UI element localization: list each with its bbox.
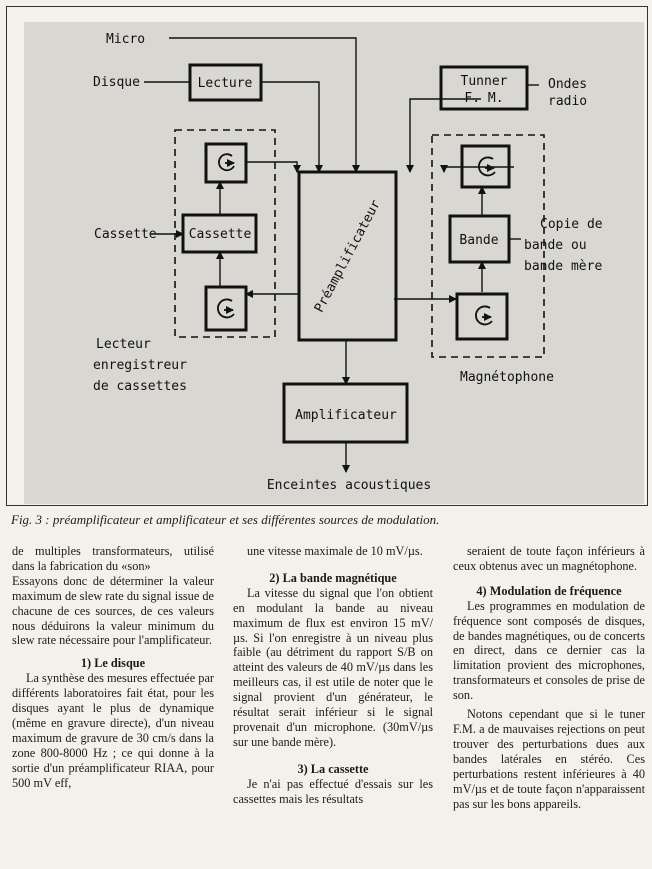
amplificateur-label: Amplificateur	[295, 408, 397, 423]
record-head-icon	[218, 299, 234, 317]
figure-caption-text: préamplificateur et amplificateur et ses différentes sources de modulation.	[52, 512, 440, 527]
copie-label-2: bande ou	[524, 238, 587, 253]
article-column-3	[453, 544, 645, 811]
figure-frame	[6, 6, 648, 506]
ondes-label-2: radio	[548, 94, 588, 109]
tuner-label-1: Tunner	[460, 74, 508, 89]
paragraph: de multiples transformateurs, utilisé dans la fabrication du «son»	[12, 544, 214, 573]
micro-label: Micro	[106, 32, 146, 47]
enceintes-label: Enceintes acoustiques	[266, 478, 432, 493]
section-heading: 3) La cassette	[297, 761, 369, 776]
paragraph: une vitesse maximale de 10 mV/µs.	[247, 544, 423, 558]
paragraph: seraient de toute façon inférieurs à ceux obtenus avec un magnétophone.	[453, 544, 645, 573]
copie-label-3: bande mère	[524, 259, 603, 274]
section-heading: 2) La bande magnétique	[269, 570, 397, 585]
block-diagram	[24, 22, 644, 504]
copie-label-1: Copie de	[540, 217, 603, 232]
tuner-label-2: F. M.	[464, 91, 504, 106]
paragraph: Les programmes en modulation de fréquence sont composés de disques, de bandes magnétiques, ou de concerts en direct, dans ce dernier cas la limitation provient des microphones, transformateurs et consoles de prise de son.	[453, 598, 645, 703]
section-heading: 4) Modulation de fréquence	[476, 583, 622, 598]
lecteur-label-1: Lecteur	[96, 337, 151, 352]
ondes-label-1: Ondes	[548, 77, 588, 92]
figure-caption-label: Fig. 3 :	[11, 512, 50, 527]
record-head-icon	[476, 306, 492, 324]
bande-box-label: Bande	[459, 233, 499, 248]
cassette-input-label: Cassette	[94, 227, 157, 242]
paragraph: Je n'ai pas effectué d'essais sur les cassettes mais les résultats	[233, 776, 433, 806]
cassette-monitor-line	[246, 162, 297, 172]
section-heading: 1) Le disque	[80, 656, 146, 671]
paragraph: Notons cependant que si le tuner F.M. a de mauvaises rejections on peut trouver des perturbations dues aux bandes latérales en stéréo. Ces perturbations restent inférieures à 40 mV/µs et de toute façon n'apparaissent pas sur les bons appareils.	[453, 707, 645, 811]
micro-line	[169, 38, 356, 172]
figure-caption	[11, 512, 641, 528]
diagram-svg	[24, 22, 644, 504]
playback-head-icon	[219, 154, 234, 170]
paragraph: La vitesse du signal que l'on obtient en modulant la bande au niveau maximum de flux est environ 15 mV/µs. Si l'on enregistre à un niveau plus faible (au détriment du rapport S/B on atteint des valeurs de 40 mV/µs dans les meilleurs cas, il est utile de noter que le signal provient d'un générateur, le résultat serait inférieur si le signal provenait d'un microphone. (30mV/µs sur une bande mère).	[233, 585, 433, 749]
preamp-label: Préamplificateur	[311, 197, 384, 316]
cassette-record-box	[206, 287, 246, 330]
lecteur-label-2: enregistreur	[93, 358, 187, 373]
disque-label: Disque	[93, 75, 140, 90]
lecture-label: Lecture	[197, 76, 253, 91]
lecteur-label-3: de cassettes	[93, 379, 187, 394]
lecture-line	[261, 82, 319, 172]
cassette-box-label: Cassette	[188, 227, 252, 242]
article-column-1	[12, 544, 214, 791]
magnetophone-label: Magnétophone	[460, 370, 554, 385]
paragraph: Essayons donc de déterminer la valeur maximum de slew rate du signal issue de chacune de ces sources, de ces valeurs nous déduirons la valeur minimum du slew rate nécessaire pour l'amplificateur.	[12, 573, 214, 648]
paragraph: La synthèse des mesures effectuée par différents laboratoires fait état, pour les disques ayant le plus de dynamique (même en gravure directe), d'un niveau maximum de gravure de 30 cm/s dans la zone 800-8000 Hz ; ce qui donne à la sortie d'un préamplificateur RIAA, pour 500 mV eff,	[12, 671, 214, 790]
article-column-2	[233, 544, 433, 807]
